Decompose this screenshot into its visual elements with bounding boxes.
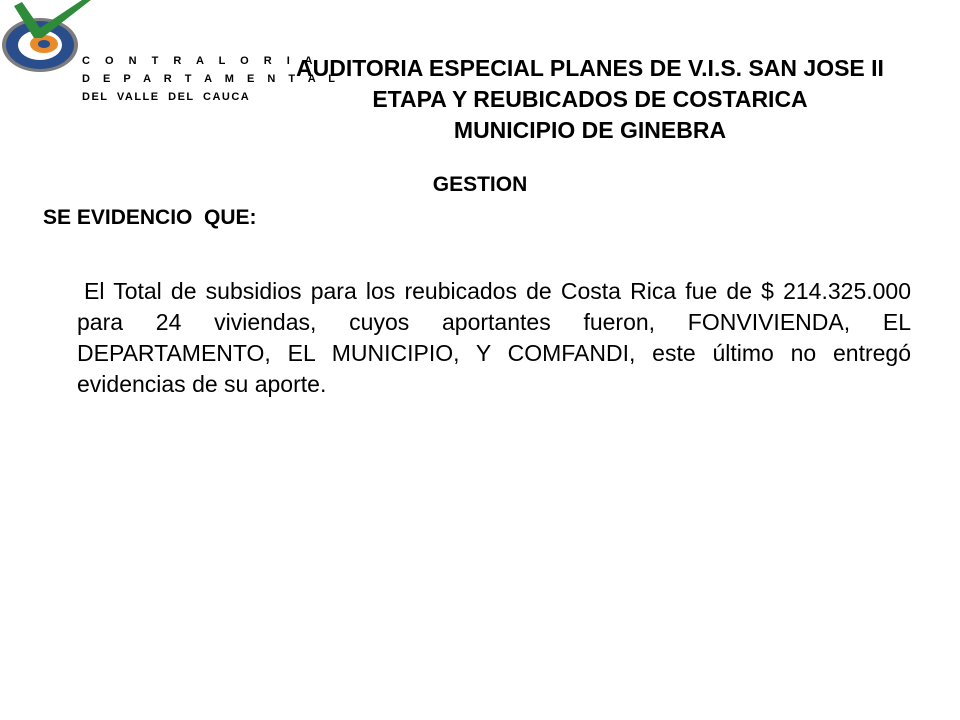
page-title [240,53,940,146]
section-title: GESTION [432,173,528,196]
subheading: SE EVIDENCIO QUE: [43,206,257,229]
logo-text-line3: DEL VALLE DEL CAUCA [82,91,251,103]
logo-text-line1: C O N T R A L O R I A [82,55,319,67]
body-paragraph: El Total de subsidios para los reubicados de Costa Rica fue de $ 214.325.000 para 24 viviendas, cuyos aportantes fueron, FONVIVIENDA, EL DEPARTAMENTO, EL MUNICIPIO, Y COMFANDI, este último no entregó evidencias de su aporte. [77,278,911,397]
logo-text-line2: D E P A R T A M E N T A L [82,73,341,85]
title-line1: AUDITORIA ESPECIAL PLANES DE V.I.S. SAN JOSE II [296,55,884,81]
title-line2: ETAPA Y REUBICADOS DE COSTARICA [372,86,808,112]
title-line3: MUNICIPIO DE GINEBRA [453,117,727,143]
contraloria-logo [0,0,341,120]
